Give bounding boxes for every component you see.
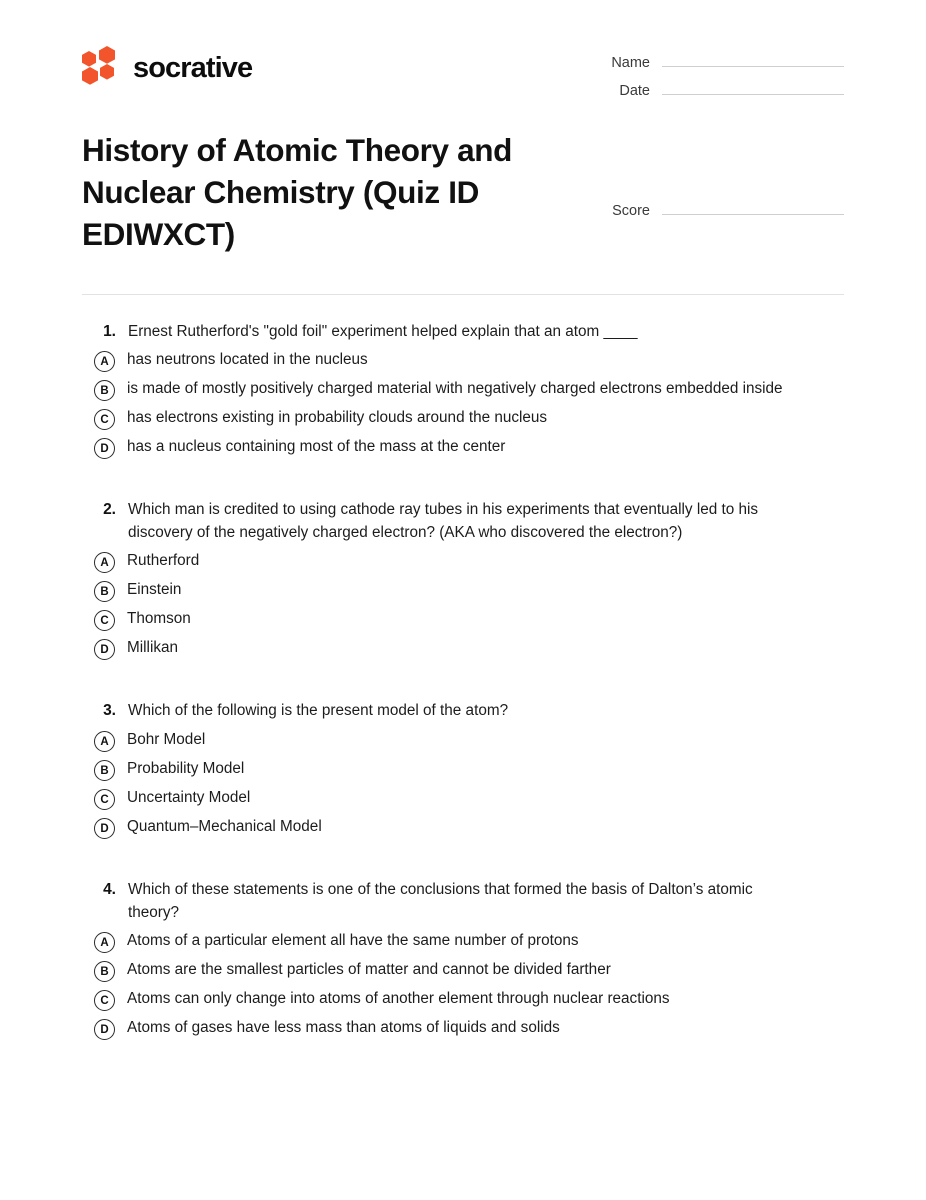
- option-text: Uncertainty Model: [127, 789, 251, 807]
- option-text: Atoms of gases have less mass than atoms of liquids and solids: [127, 1019, 560, 1037]
- question-text: Ernest Rutherford's "gold foil" experiment helped explain that an atom ____: [128, 322, 638, 340]
- option-row[interactable]: [82, 637, 844, 660]
- question-number: 4.: [103, 881, 116, 899]
- option-letter-badge[interactable]: A: [94, 932, 115, 953]
- option-row[interactable]: [82, 550, 844, 573]
- option-letter-badge[interactable]: D: [94, 639, 115, 660]
- option-text: Bohr Model: [127, 731, 206, 749]
- options-list: [82, 349, 844, 459]
- option-letter-badge[interactable]: C: [94, 409, 115, 430]
- option-text: has a nucleus containing most of the mass at the center: [127, 438, 506, 456]
- option-letter-badge[interactable]: B: [94, 961, 115, 982]
- question-text: Which of these statements is one of the conclusions that formed the basis of Dalton’s atomic theory?: [128, 881, 753, 921]
- option-row[interactable]: [82, 1017, 844, 1040]
- question-spacer: [82, 865, 844, 879]
- date-write-in-line[interactable]: [662, 80, 844, 95]
- option-row[interactable]: [82, 988, 844, 1011]
- option-letter-badge[interactable]: C: [94, 990, 115, 1011]
- name-field-row: [584, 52, 844, 71]
- question-heading: [82, 879, 844, 924]
- option-letter-badge[interactable]: C: [94, 789, 115, 810]
- option-letter-badge[interactable]: B: [94, 380, 115, 401]
- question-text: Which of the following is the present model of the atom?: [128, 702, 509, 720]
- questions-list: [0, 321, 926, 1041]
- option-letter-badge[interactable]: A: [94, 351, 115, 372]
- name-label: Name: [611, 55, 650, 71]
- options-list: [82, 930, 844, 1040]
- score-write-in-line[interactable]: [662, 200, 844, 215]
- option-text: Atoms are the smallest particles of matter and cannot be divided farther: [127, 961, 611, 979]
- option-text: has electrons existing in probability clouds around the nucleus: [127, 409, 548, 427]
- date-field-row: [584, 80, 844, 99]
- question-number: 2.: [103, 501, 116, 519]
- option-letter-badge[interactable]: B: [94, 760, 115, 781]
- question-heading: [82, 321, 844, 344]
- question-text: Which man is credited to using cathode ray tubes in his experiments that eventually led to his discovery of the negatively charged electron? (AKA who discovered the electron?): [128, 501, 759, 541]
- option-text: Atoms can only change into atoms of another element through nuclear reactions: [127, 990, 670, 1008]
- option-text: Probability Model: [127, 760, 245, 778]
- hexagon-shape: [99, 46, 115, 64]
- option-letter-badge[interactable]: D: [94, 438, 115, 459]
- brand-wordmark: socrative: [133, 51, 253, 84]
- hexagon-shape: [82, 51, 96, 67]
- name-write-in-line[interactable]: [662, 52, 844, 67]
- question-item: [82, 321, 844, 460]
- option-row[interactable]: [82, 816, 844, 839]
- question-spacer: [82, 686, 844, 700]
- option-letter-badge[interactable]: D: [94, 1019, 115, 1040]
- options-list: [82, 729, 844, 839]
- question-number: 3.: [103, 702, 116, 720]
- score-field-row: [612, 200, 844, 219]
- page-header: [0, 0, 926, 108]
- socrative-brand: [82, 50, 252, 86]
- options-list: [82, 550, 844, 660]
- option-row[interactable]: [82, 579, 844, 602]
- question-item: [82, 879, 844, 1040]
- option-letter-badge[interactable]: A: [94, 552, 115, 573]
- date-label: Date: [619, 83, 650, 99]
- option-row[interactable]: [82, 729, 844, 752]
- question-number: 1.: [103, 322, 116, 340]
- question-heading: [82, 499, 844, 544]
- option-row[interactable]: [82, 436, 844, 459]
- option-row[interactable]: [82, 959, 844, 982]
- hexagon-shape: [82, 67, 98, 85]
- option-letter-badge[interactable]: C: [94, 610, 115, 631]
- score-label: Score: [612, 203, 650, 219]
- option-row[interactable]: [82, 930, 844, 953]
- question-item: [82, 499, 844, 660]
- option-row[interactable]: [82, 407, 844, 430]
- student-meta-fields: [584, 44, 844, 108]
- question-heading: [82, 700, 844, 723]
- option-letter-badge[interactable]: D: [94, 818, 115, 839]
- option-text: Einstein: [127, 581, 182, 599]
- question-item: [82, 700, 844, 839]
- option-text: Rutherford: [127, 552, 200, 570]
- option-text: Quantum–Mechanical Model: [127, 818, 322, 836]
- page-title: History of Atomic Theory and Nuclear Chemistry (Quiz ID EDIWXCT): [82, 132, 513, 252]
- title-zone: [0, 108, 926, 256]
- option-row[interactable]: [82, 349, 844, 372]
- option-row[interactable]: [82, 787, 844, 810]
- option-letter-badge[interactable]: B: [94, 581, 115, 602]
- option-text: Atoms of a particular element all have the same number of protons: [127, 932, 579, 950]
- option-text: Millikan: [127, 639, 178, 657]
- option-row[interactable]: [82, 608, 844, 631]
- socrative-hexagon-logo-icon: [82, 50, 120, 86]
- option-letter-badge[interactable]: A: [94, 731, 115, 752]
- option-row[interactable]: [82, 758, 844, 781]
- option-text: is made of mostly positively charged material with negatively charged electrons embedded inside: [127, 380, 783, 398]
- option-text: Thomson: [127, 610, 191, 628]
- header-divider: [82, 294, 844, 295]
- question-spacer: [82, 485, 844, 499]
- option-row[interactable]: [82, 378, 844, 401]
- option-text: has neutrons located in the nucleus: [127, 351, 368, 369]
- hexagon-shape: [100, 64, 114, 80]
